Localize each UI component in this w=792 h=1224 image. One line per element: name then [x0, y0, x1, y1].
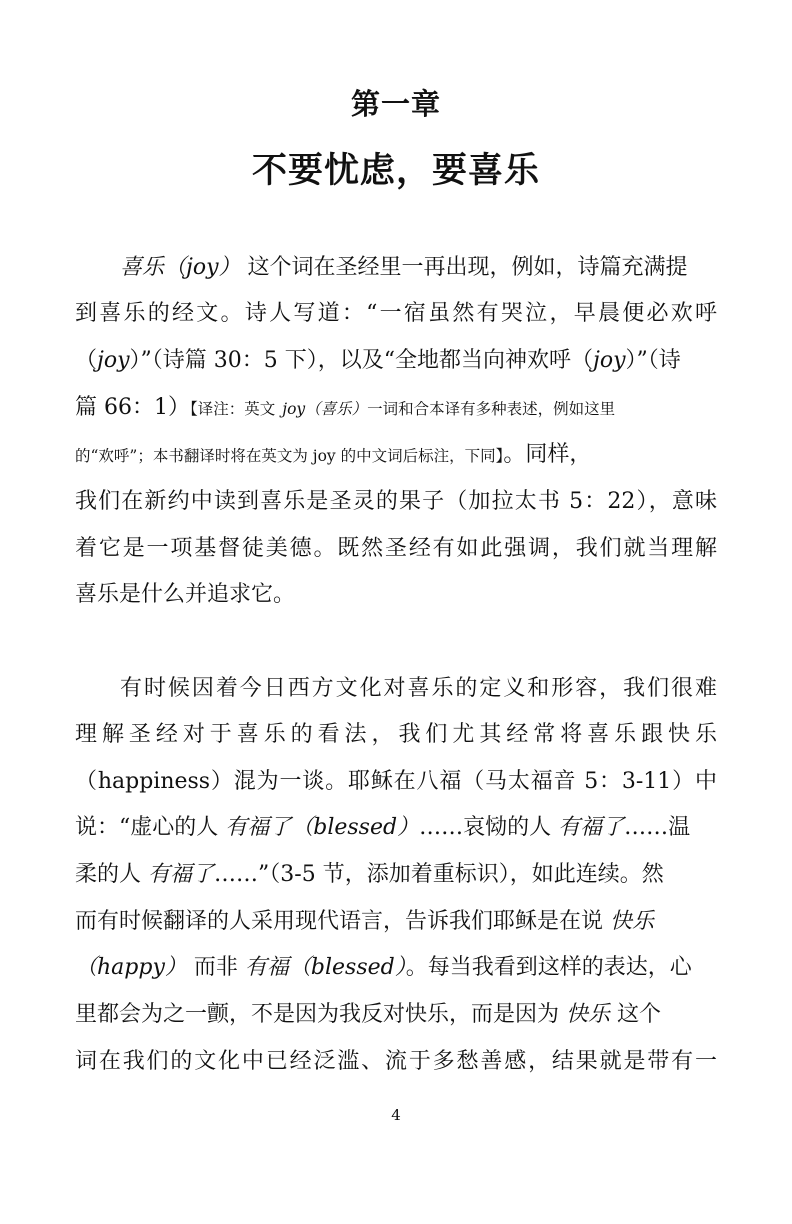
text-run: 说：“虚心的人 — [75, 815, 219, 840]
emphasis-blessed: 有福（blessed） — [244, 955, 406, 980]
translator-note: 一词和合本译有多种表述，例如这里 — [367, 400, 616, 418]
text-run: ……哀恸的人 — [419, 815, 552, 840]
emphasis-happy: （happy） — [75, 955, 187, 980]
emphasis-blessed: 有福了 — [148, 862, 215, 887]
paragraph-1-line-6: 我们在新约中读到喜乐是圣灵的果子（加拉太书 5：22），意味 — [75, 489, 717, 514]
paragraph-2-line-6 — [75, 900, 717, 944]
translator-note: 【译注：英文 — [190, 400, 276, 418]
page-number: 4 — [391, 1106, 401, 1124]
emphasis-blessed: 有福了 — [558, 815, 625, 840]
paragraph-2-line-3: （happiness）混为一谈。耶稣在八福（马太福音 5：3-11）中 — [75, 769, 717, 794]
text-run: 。每当我看到这样的表达，心 — [405, 955, 692, 980]
text-run: ）”（诗篇 30：5 下），以及“全地都当向神欢呼（ — [129, 348, 593, 373]
emphasis-happy: 快乐 — [566, 1002, 611, 1027]
text-run: 柔的人 — [75, 862, 142, 887]
chapter-label: 第一章 — [350, 87, 441, 121]
paragraph-2-line-5 — [75, 853, 717, 897]
paragraph-1-line-8: 喜乐是什么并追求它。 — [75, 582, 296, 607]
emphasis-joy: joy — [593, 348, 626, 373]
text-run: 这个词在圣经里一再出现，例如，诗篇充满提 — [247, 255, 688, 280]
text-run: 篇 66：1） — [75, 395, 190, 420]
paragraph-2-line-9: 词在我们的文化中已经泛滥、流于多愁善感，结果就是带有一 — [75, 1049, 717, 1074]
text-run: （ — [75, 348, 98, 373]
translator-note: 的“欢呼”；本书翻译时将在英文为 joy 的中文词后标注，下同】 — [75, 447, 504, 465]
paragraph-1-line-3 — [75, 339, 717, 383]
paragraph-1-line-7: 着它是一项基督徒美德。既然圣经有如此强调，我们就当理解 — [75, 536, 717, 561]
paragraph-2-line-4 — [75, 806, 717, 850]
emphasis-joy: 喜乐（joy） — [120, 255, 241, 280]
text-run: ）”（诗 — [625, 348, 681, 373]
paragraph-2-line-1: 有时候因着今日西方文化对喜乐的定义和形容，我们很难 — [120, 676, 717, 701]
text-run: 里都会为之一颤，不是因为我反对快乐，而是因为 — [75, 1002, 560, 1027]
text-run: 。同样， — [503, 442, 592, 467]
paragraph-1-line-5 — [75, 433, 717, 477]
paragraph-1-line-2: 到喜乐的经文。诗人写道：“一宿虽然有哭泣，早晨便必欢呼 — [75, 301, 717, 326]
text-run: 而非 — [193, 955, 238, 980]
text-run: 而有时候翻译的人采用现代语言，告诉我们耶稣是在说 — [75, 909, 604, 934]
emphasis-happy: 快乐 — [610, 909, 655, 934]
emphasis-joy: joy — [97, 348, 130, 373]
translator-note-emphasis: joy（喜乐） — [282, 400, 368, 418]
paragraph-1-line-4 — [75, 386, 717, 430]
paragraph-2-line-8 — [75, 993, 717, 1037]
paragraph-2-line-7 — [75, 946, 717, 990]
paragraph-1-line-1 — [120, 246, 717, 290]
emphasis-blessed: 有福了（blessed） — [225, 815, 420, 840]
text-run: ……温 — [624, 815, 691, 840]
chapter-title: 不要忧虑，要喜乐 — [251, 150, 540, 191]
paragraph-2-line-2: 理解圣经对于喜乐的看法，我们尤其经常将喜乐跟快乐 — [75, 722, 717, 747]
text-run: ……”（3-5 节，添加着重标识），如此连续。然 — [214, 862, 664, 887]
text-run: 这个 — [617, 1002, 662, 1027]
